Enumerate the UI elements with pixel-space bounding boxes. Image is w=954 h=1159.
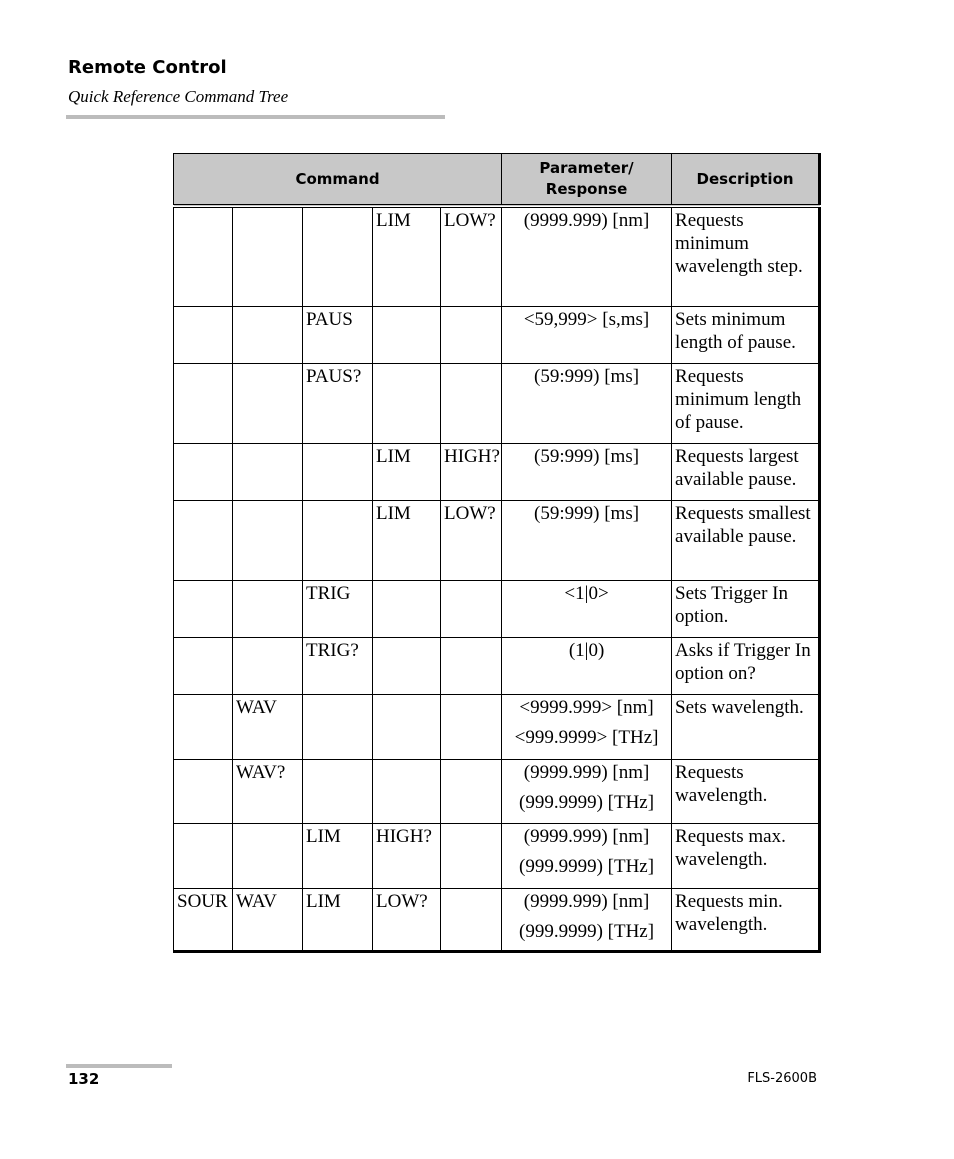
command-level-4-cell: LOW? bbox=[373, 888, 441, 951]
command-level-4-cell bbox=[373, 580, 441, 637]
description-cell: Sets Trigger In option. bbox=[672, 580, 820, 637]
command-level-4-cell bbox=[373, 363, 441, 443]
table-header-row bbox=[174, 154, 820, 207]
command-level-5-cell: HIGH? bbox=[441, 443, 502, 500]
command-level-3-cell: LIM bbox=[303, 823, 373, 888]
command-level-2-cell bbox=[233, 500, 303, 580]
command-level-2-cell bbox=[233, 637, 303, 694]
command-level-3-cell bbox=[303, 694, 373, 759]
parameter-line: (59:999) [ms] bbox=[534, 502, 640, 524]
command-level-2-cell bbox=[233, 206, 303, 306]
command-level-2-cell bbox=[233, 306, 303, 363]
table-row bbox=[174, 306, 820, 363]
command-level-3-cell: PAUS? bbox=[303, 363, 373, 443]
parameter-line: (9999.999) [nm] bbox=[523, 825, 650, 847]
parameter-line: (59:999) [ms] bbox=[534, 365, 640, 387]
command-level-3-cell bbox=[303, 443, 373, 500]
table-row bbox=[174, 759, 820, 823]
parameter-cell bbox=[502, 500, 672, 580]
command-level-2-cell: WAV bbox=[233, 888, 303, 951]
table-row bbox=[174, 823, 820, 888]
command-level-1-cell bbox=[174, 694, 233, 759]
command-level-5-cell bbox=[441, 637, 502, 694]
command-level-1-cell bbox=[174, 500, 233, 580]
section-subtitle: Quick Reference Command Tree bbox=[68, 87, 289, 106]
parameter-line: (59:999) [ms] bbox=[534, 445, 640, 467]
command-level-3-cell: TRIG? bbox=[303, 637, 373, 694]
parameter-cell bbox=[502, 888, 672, 951]
description-cell: Sets minimum length of pause. bbox=[672, 306, 820, 363]
command-level-5-cell bbox=[441, 363, 502, 443]
header-parameter-line2: Response bbox=[545, 180, 628, 198]
command-level-1-cell bbox=[174, 206, 233, 306]
command-level-5-cell bbox=[441, 580, 502, 637]
command-level-2-cell bbox=[233, 363, 303, 443]
command-level-2-cell: WAV bbox=[233, 694, 303, 759]
command-level-1-cell bbox=[174, 443, 233, 500]
command-level-1-cell bbox=[174, 637, 233, 694]
command-level-1-cell bbox=[174, 306, 233, 363]
table-row bbox=[174, 443, 820, 500]
parameter-line: <1|0> bbox=[564, 582, 609, 604]
parameter-cell bbox=[502, 206, 672, 306]
description-cell: Requests largest available pause. bbox=[672, 443, 820, 500]
command-level-1-cell bbox=[174, 823, 233, 888]
command-level-5-cell bbox=[441, 888, 502, 951]
command-level-4-cell bbox=[373, 694, 441, 759]
command-level-4-cell bbox=[373, 759, 441, 823]
command-level-4-cell: HIGH? bbox=[373, 823, 441, 888]
page-number: 132 bbox=[68, 1070, 100, 1088]
command-level-5-cell bbox=[441, 759, 502, 823]
command-level-4-cell bbox=[373, 306, 441, 363]
parameter-line: (999.9999) [THz] bbox=[519, 791, 655, 813]
command-level-1-cell bbox=[174, 759, 233, 823]
parameter-line: <999.9999> [THz] bbox=[514, 726, 659, 748]
command-level-3-cell: TRIG bbox=[303, 580, 373, 637]
command-level-1-cell bbox=[174, 580, 233, 637]
parameter-line: (1|0) bbox=[568, 639, 605, 661]
command-level-3-cell bbox=[303, 500, 373, 580]
description-cell: Requests wavelength. bbox=[672, 759, 820, 823]
table-header bbox=[174, 154, 820, 207]
document-id: FLS-2600B bbox=[747, 1071, 817, 1086]
parameter-cell bbox=[502, 580, 672, 637]
table-row bbox=[174, 637, 820, 694]
parameter-cell bbox=[502, 694, 672, 759]
description-cell: Requests minimum wavelength step. bbox=[672, 206, 820, 306]
description-cell: Requests min. wavelength. bbox=[672, 888, 820, 951]
table-row bbox=[174, 888, 820, 951]
command-level-3-cell: LIM bbox=[303, 888, 373, 951]
command-level-4-cell: LIM bbox=[373, 500, 441, 580]
parameter-line: (9999.999) [nm] bbox=[523, 761, 650, 783]
command-level-5-cell: LOW? bbox=[441, 206, 502, 306]
command-level-2-cell bbox=[233, 823, 303, 888]
command-level-2-cell: WAV? bbox=[233, 759, 303, 823]
description-cell: Asks if Trigger In option on? bbox=[672, 637, 820, 694]
header-rule bbox=[66, 115, 445, 119]
footer-rule bbox=[66, 1064, 172, 1068]
header-parameter-line1: Parameter/ bbox=[539, 159, 634, 177]
parameter-cell bbox=[502, 637, 672, 694]
command-level-1-cell: SOUR bbox=[174, 888, 233, 951]
parameter-cell bbox=[502, 759, 672, 823]
parameter-line: (999.9999) [THz] bbox=[519, 920, 655, 942]
header-parameter bbox=[502, 154, 672, 207]
parameter-cell bbox=[502, 823, 672, 888]
description-cell: Requests smallest available pause. bbox=[672, 500, 820, 580]
command-level-5-cell: LOW? bbox=[441, 500, 502, 580]
table-row bbox=[174, 580, 820, 637]
parameter-line: (999.9999) [THz] bbox=[519, 855, 655, 877]
table-body bbox=[174, 206, 820, 951]
parameter-cell bbox=[502, 363, 672, 443]
command-level-2-cell bbox=[233, 443, 303, 500]
header-description: Description bbox=[672, 154, 820, 207]
command-level-4-cell: LIM bbox=[373, 443, 441, 500]
command-level-1-cell bbox=[174, 363, 233, 443]
command-table bbox=[173, 153, 821, 953]
command-level-4-cell bbox=[373, 637, 441, 694]
description-cell: Requests minimum length of pause. bbox=[672, 363, 820, 443]
command-level-3-cell bbox=[303, 206, 373, 306]
command-level-5-cell bbox=[441, 306, 502, 363]
table-row bbox=[174, 363, 820, 443]
command-level-5-cell bbox=[441, 694, 502, 759]
command-level-2-cell bbox=[233, 580, 303, 637]
description-cell: Requests max. wavelength. bbox=[672, 823, 820, 888]
table-row bbox=[174, 206, 820, 306]
parameter-line: <59,999> [s,ms] bbox=[523, 308, 650, 330]
parameter-cell bbox=[502, 306, 672, 363]
command-level-4-cell: LIM bbox=[373, 206, 441, 306]
table-row bbox=[174, 694, 820, 759]
description-cell: Sets wavelength. bbox=[672, 694, 820, 759]
command-level-3-cell bbox=[303, 759, 373, 823]
parameter-line: (9999.999) [nm] bbox=[523, 210, 650, 231]
parameter-line: <9999.999> [nm] bbox=[519, 696, 654, 718]
header-command: Command bbox=[174, 154, 502, 207]
section-title: Remote Control bbox=[68, 57, 227, 78]
command-level-5-cell bbox=[441, 823, 502, 888]
table-row bbox=[174, 500, 820, 580]
parameter-line: (9999.999) [nm] bbox=[523, 890, 650, 912]
command-level-3-cell: PAUS bbox=[303, 306, 373, 363]
parameter-cell bbox=[502, 443, 672, 500]
